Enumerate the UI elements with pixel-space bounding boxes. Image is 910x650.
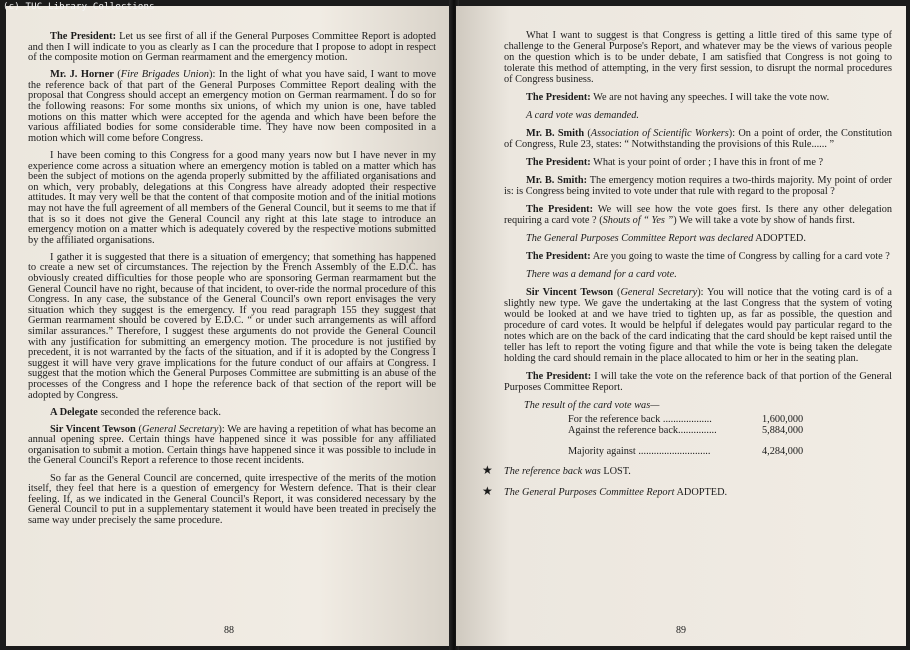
left-page [6,6,452,646]
vote-label: Majority against ............................ [568,445,711,457]
star-bullet-icon: ★ [482,484,493,498]
card-vote-result [524,400,892,457]
watermark: (c) TUC Library Collections [3,2,155,12]
vote-label: Against the reference back............... [568,425,717,436]
vote-label: For the reference back ................... [568,413,712,425]
paragraph: A card vote was demanded. [526,110,639,121]
vote-row [524,414,892,426]
right-page-text [504,30,892,393]
paragraph: Mr. B. Smith: The emergency motion requires a two-thirds majority. My point of order is: is Congress being invited to vote under that rule with regard to the proposal ? [504,175,892,197]
paragraph: The President: What is your point of order ; I have this in front of me ? [526,157,824,168]
paragraph: The President: We will see how the vote goes first. Is there any other delegation requiring a card vote ? (Shouts of “ Yes ”) We will take a vote by show of hands first. [504,204,892,226]
vote-value: 5,884,000 [762,425,804,436]
page-number: 88 [224,625,234,636]
paragraph: The General Purposes Committee Report was declared ADOPTED. [526,233,806,244]
paragraph: What I want to suggest is that Congress is getting a little tired of this same type of challenge to the General Purpose's Report, and whatever may be the views of various people on the question which is to be under debate, I am satisfied that Congress is not going to tolerate this method of attempting, in the very first session, to disrupt the normal procedures of Congress business. [504,30,892,85]
paragraph: The President: Are you going to waste the time of Congress by calling for a card vote ? [526,251,890,262]
left-page-text [28,32,436,527]
result-line: ★ The General Purposes Committee Report ADOPTED. [482,484,728,498]
paragraph: There was a demand for a card vote. [526,269,677,280]
paragraph: Sir Vincent Tewson (General Secretary): We are having a repetition of what has become an annual opening spree. Certain things have happened since it was possible for any affiliated organisation to submit a motion. Certain things have happened since it was possible to include in the General Council's Report a reference to those recent incidents. [28,423,436,467]
vote-value: 1,600,000 [762,413,804,425]
right-page [456,6,906,646]
paragraph: Sir Vincent Tewson (General Secretary): You will notice that the voting card is of a slightly new type. We gave the undertaking at the last Congress that the system of voting would be looked at and we have tried to tighten up, as far as possible, the question and procedure of card votes. It would be helpful if delegates would pay particular regard to the notes which are on the back of the card indicating that the card should be kept raised until the teller has left to report the voting figure and that while the vote is being taken the delegate holding the card should remain in the place allocated to him or her in the seating plan. [504,287,892,364]
vote-value: 4,284,000 [762,445,804,457]
paragraph: The President: Let us see first of all if the General Purposes Committee Report is adopted and then I will indicate to you as clearly as I can the procedure that I propose to adopt in respect of the composite motion on German rearmament and the emergency motion. [28,31,436,64]
vote-row [524,446,892,458]
paragraph: The President: We are not having any speeches. I will take the vote now. [526,92,830,103]
star-bullet-icon: ★ [482,463,493,477]
vote-row [524,425,892,437]
paragraph: I have been coming to this Congress for a good many years now but I have never in my experience come across a situation where an emergency motion is tabled on a matter which has been the subject of motions on the agenda properly submitted by the affiliated organisations and on which, very probably, delegations at this Congress have already adopted their respective attitudes. It may very well be that the content of that composite motion and of the initial motions may not have the full agreement of all members of the General Council, but it seems to me that if that is so it does not give the General Council any right at this late stage to introduce an emergency motion on a matter which is adequately covered by the respective motions submitted by the affiliated organisations. [28,149,436,246]
paragraph: I gather it is suggested that there is a situation of emergency; that something has happened to create a new set of circumstances. The rejection by the French Assembly of the E.D.C. has obviously created difficulties for those people who are sponsoring German rearmament but the General Council have no right, because of that incident, to over-ride the normal procedure of this Congress. In any case, the substance of the General Council's own report envisages the very situation which they suggest is the emergency. If you read paragraph 155 they suggest that German rearmament should be covered by E.D.C. “ or under such arrangements as will afford similar assurances.” Therefore, I suggest these arguments do not provide the General Council with any justification for submitting an emergency motion. The procedure is not justified by precedent, it is not warranted by the facts of the situation, and if it is adopted by the Congress I suggest it will have very grave implications for the future conduct of our affairs at Congress. I suggest that the motion which the General Purposes Committee are submitting is an abuse of the processes of the Congress and I hope the reference back of that section of the report will be adopted by Congress. [28,251,436,401]
paragraph: Mr. J. Horner (Fire Brigades Union): In the light of what you have said, I want to move the reference back of that part of the General Purposes Committee Report dealing with the proposal that Congress should accept an emergency motion on German rearmament. I do so for the following reasons: For some months six unions, of which my union is one, have tabled motions on this matter which were accepted for the agenda and which have been before the various affiliated bodies for some considerable time. They have now been composited in a motion which will come before Congress. [28,69,436,144]
page-number: 89 [676,625,686,636]
paragraph: So far as the General Council are concerned, quite irrespective of the merits of the motion itself, they feel that here is a question of emergency for Western defence. That is their clear feeling. If, as we indicated in the General Council's Report, it was considered necessary by the General Council to put in a supplementary statement it would have been treated in precisely the same way under precisely the same procedure. [28,472,436,526]
paragraph: Mr. B. Smith (Association of Scientific Workers): On a point of order, the Constitution of Congress, Rule 23, states: “ Notwithstanding the provisions of this Rule...... ” [504,128,892,150]
paragraph: The President: I will take the vote on the reference back of that portion of the General Purposes Committee Report. [504,371,893,393]
result-line: ★ The reference back was LOST. [482,463,631,477]
vote-caption: The result of the card vote was— [524,400,660,411]
paragraph: A Delegate seconded the reference back. [50,406,221,418]
